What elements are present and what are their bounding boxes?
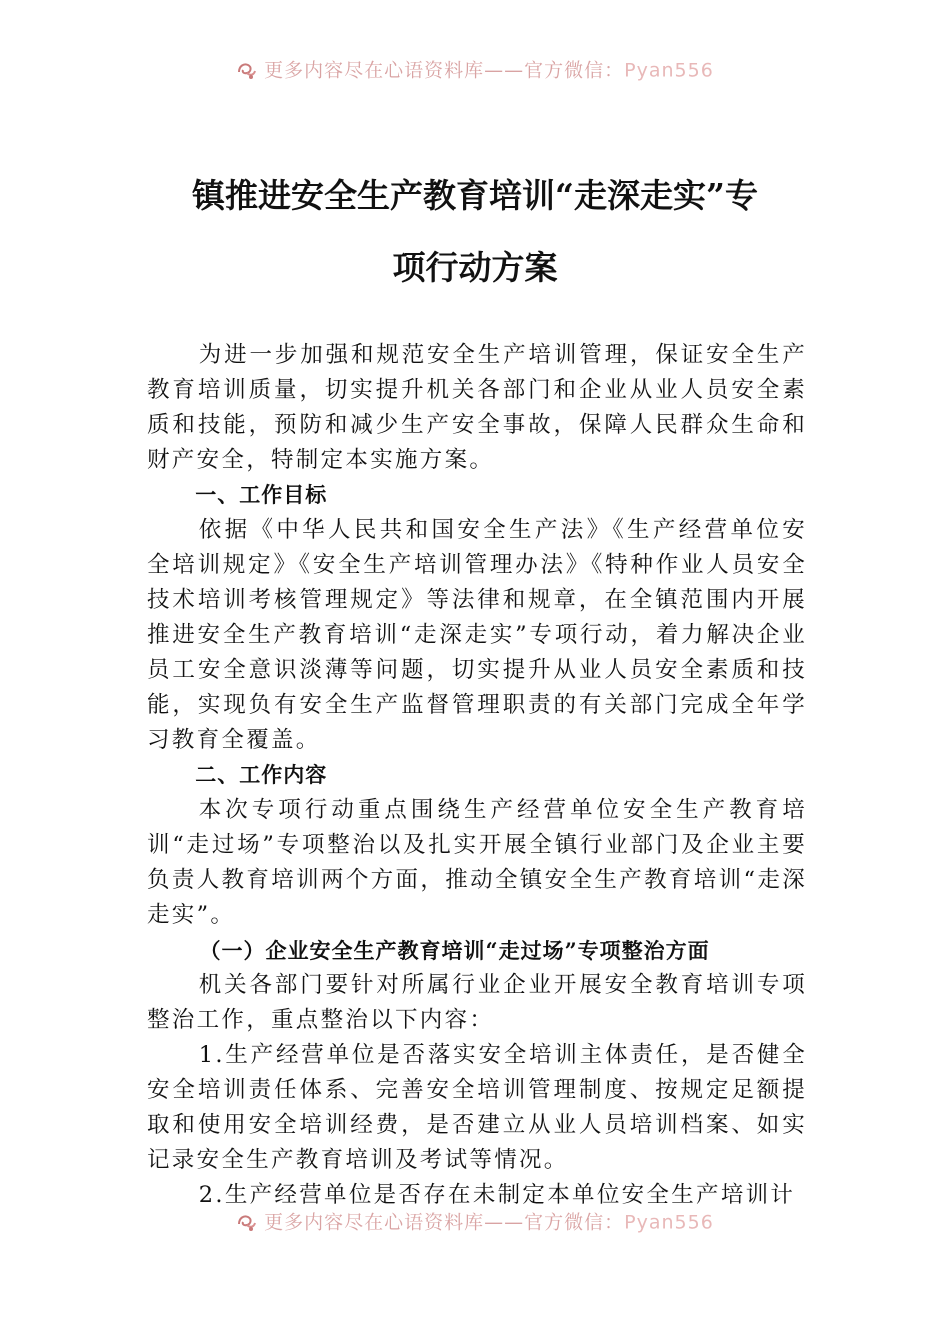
subsection-heading-1: （一）企业安全生产教育培训“走过场”专项整治方面	[199, 938, 710, 963]
content-paragraph: 本次专项行动重点围绕生产经营单位安全生产教育培训“走过场”专项整治以及扎实开展全镇行业部门及企业主要负责人教育培训两个方面，推动全镇安全生产教育培训“走深走实”。	[147, 797, 807, 928]
subsection-paragraph: 机关各部门要针对所属行业企业开展安全教育培训专项整治工作，重点整治以下内容：	[147, 972, 807, 1033]
intro-paragraph: 为进一步加强和规范安全生产培训管理，保证安全生产教育培训质量，切实提升机关各部门和企业从业人员安全素质和技能，预防和减少生产安全事故，保障人民群众生命和财产安全，特制定本实施方案。	[147, 342, 807, 473]
brand-logo-icon	[236, 1212, 258, 1234]
list-item-2: 2.生产经营单位是否存在未制定本单位安全生产培训计	[198, 1182, 796, 1208]
watermark-text: 更多内容尽在心语资料库——官方微信：	[264, 1211, 625, 1234]
watermark-footer	[0, 1210, 950, 1234]
section-heading-goal: 一、工作目标	[195, 483, 328, 507]
goal-paragraph: 依据《中华人民共和国安全生产法》《生产经营单位安全培训规定》《安全生产培训管理办法》《特种作业人员安全技术培训考核管理规定》等法律和规章，在全镇范围内开展推进安全生产教育培训“走深走实”专项行动，着力解决企业员工安全意识淡薄等问题，切实提升从业人员安全素质和技能，实现负有安全生产监督管理职责的有关部门完成全年学习教育全覆盖。	[147, 517, 807, 753]
watermark-header	[0, 58, 950, 82]
list-item-1: 1.生产经营单位是否落实安全培训主体责任，是否健全安全培训责任体系、完善安全培训管理制度、按规定足额提取和使用安全培训经费，是否建立从业人员培训档案、如实记录安全生产教育培训及考试等情况。	[147, 1042, 807, 1173]
document-body	[147, 338, 807, 1213]
watermark-wechat-id: Pyan556	[624, 59, 714, 82]
document-title-line-1: 镇推进安全生产教育培训“走深走实”专	[192, 176, 758, 215]
brand-logo-icon	[236, 60, 258, 82]
watermark-text: 更多内容尽在心语资料库——官方微信：	[264, 59, 625, 82]
watermark-wechat-id: Pyan556	[624, 1211, 714, 1234]
section-heading-content: 二、工作内容	[195, 763, 328, 787]
document-title-line-2: 项行动方案	[392, 248, 558, 287]
